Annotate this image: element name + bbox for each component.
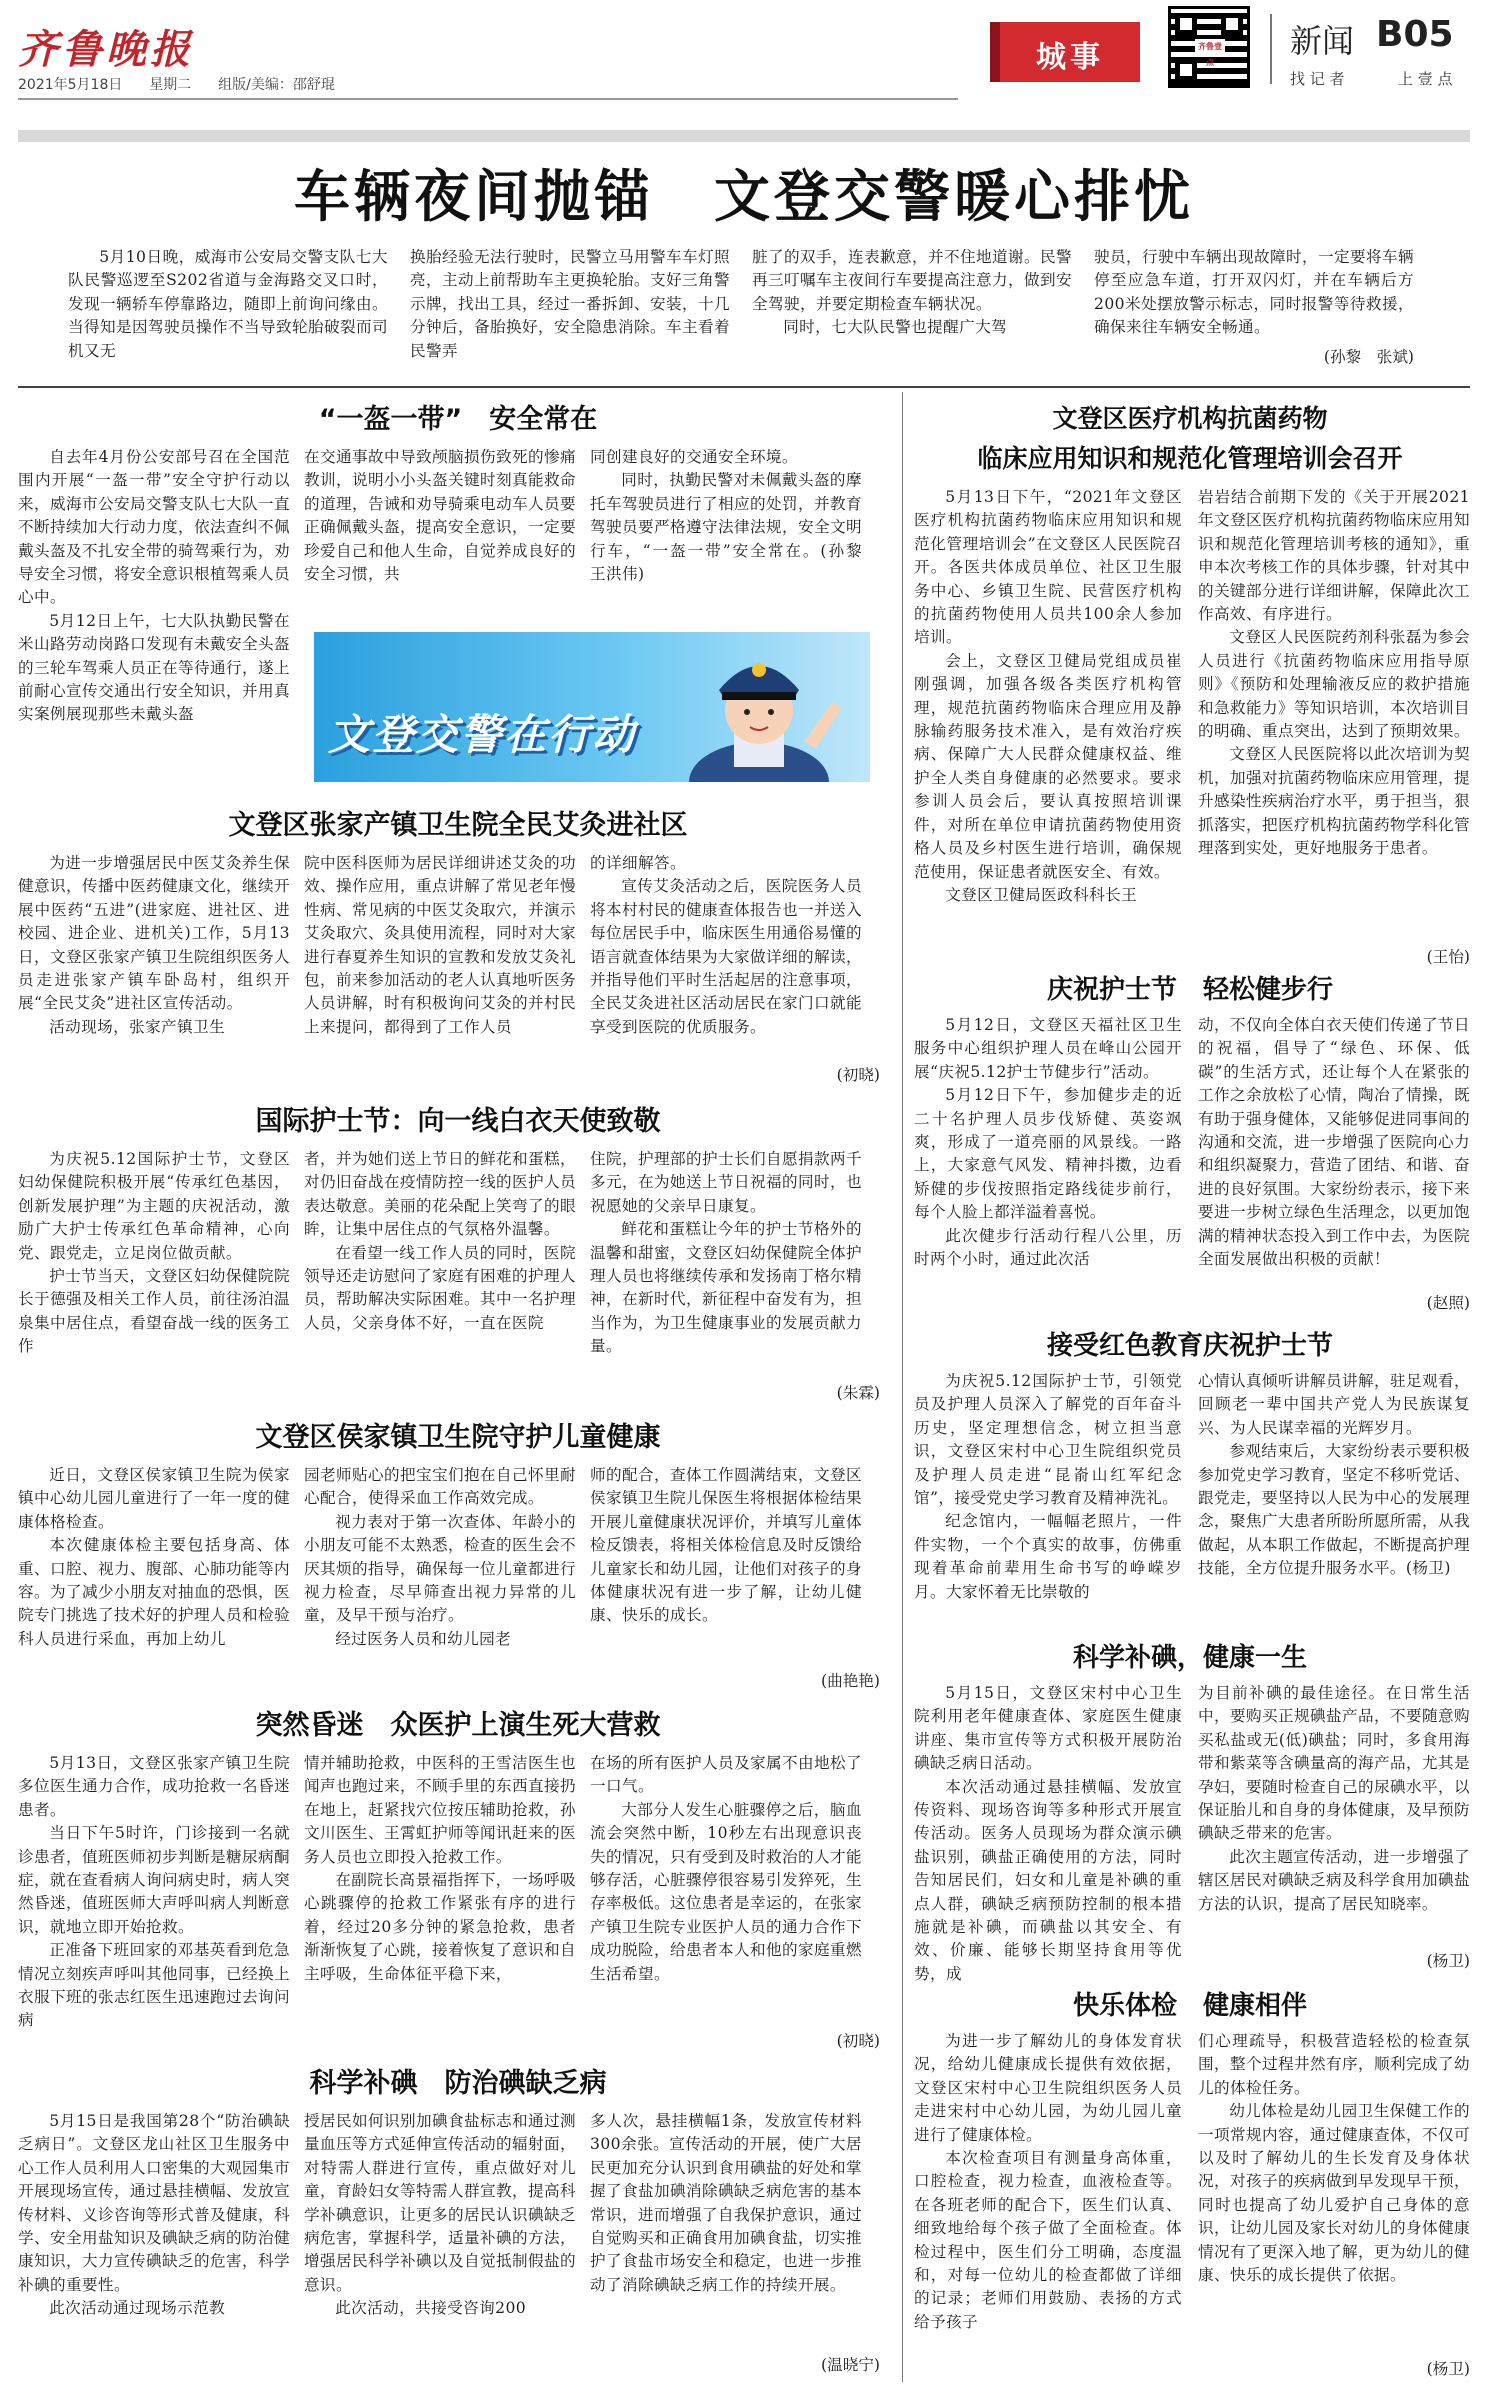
paragraph: 者，并为她们送上节日的鲜花和蛋糕，对仍旧奋战在疫情防控一线的医护人员表达敬意。美丽的花朵配上笑弯了的眼眸，让集中居住点的气氛格外温馨。 — [304, 1150, 576, 1239]
paragraph: 视力表对于第一次查体、年龄小的小朋友可能不太熟悉，检查的医生会不厌其烦的指导，确保每一位儿童都进行视力检查，尽早筛查出视力异常的儿童，及早干预与治疗。 — [304, 1512, 576, 1625]
section-tab — [990, 22, 1140, 82]
paragraph: 此次健步行活动行程八公里，历时两个小时，通过此次活 — [914, 1226, 1182, 1269]
paragraph: 为庆祝5.12国际护士节，文登区妇幼保健院积极开展“传承红色基因，创新发展护理”为主题的庆祝活动，激励广大护士传承红色革命精神，心向党、跟党走，立足岗位做贡献。 — [18, 1150, 290, 1262]
article-nurse-col3 — [590, 1148, 862, 1359]
article-training-col1 — [914, 486, 1182, 907]
page-number: B05 — [1376, 14, 1454, 55]
article-helmet-col1 — [18, 446, 290, 727]
article-training-byline: (王怡) — [1426, 948, 1470, 966]
paragraph: 文登区人民医院药剂科张磊为参会人员进行《抗菌药物临床应用指导原则》《预防和处理输液反应的救护措施和急救能力》等知识培训，本次培训目的明确、重点突出，达到了预期效果。 — [1198, 628, 1470, 741]
paragraph: 为庆祝5.12国际护士节，引领党员及护理人员深入了解党的百年奋斗历史，坚定理想信念，树立担当意识，文登区宋村中心卫生院组织党员及护理人员走进“昆嵛山红军纪念馆”，接受党史学习教育及精神洗礼。 — [914, 1372, 1182, 1508]
paragraph: 为进一步增强居民中医艾灸养生保健意识，传播中医药健康文化，继续开展中医药“五进”(进家庭、进社区、进校园、进企业、进机关)工作，5月13日，文登区张家产镇卫生院组织医务人员走进张家产镇车卧岛村，组织开展“全民艾灸”进社区宣传活动。 — [18, 854, 290, 1013]
article-iodine-left-title: 科学补碘 防治碘缺乏病 — [309, 2068, 607, 2099]
police-cartoon-icon — [664, 632, 854, 782]
paragraph: 活动现场，张家产镇卫生 — [49, 1017, 226, 1036]
paragraph: 近日，文登区侯家镇卫生院为侯家镇中心幼儿园儿童进行了一年一度的健康体格检查。 — [18, 1466, 290, 1531]
paragraph: 园老师贴心的把宝宝们抱在自己怀里耐心配合，使得采血工作高效完成。 — [304, 1466, 576, 1508]
article-child-title: 文登区侯家镇卫生院守护儿童健康 — [255, 1422, 661, 1453]
paragraph: 宣传艾灸活动之后，医院医务人员将本村村民的健康查体报告也一并送入每位居民手中，临床医生用通俗易懂的语言就查体结果为大家做详细的解读，并指导他们平时生活起居的注意事项，全民艾灸进社区活动居民在家门口就能享受到医院的优质服务。 — [590, 877, 862, 1036]
paragraph: 5月12日上午，七大队执勤民警在米山路劳动岗路口发现有未戴安全头盔的三轮车驾乘人员正在等待通行，遂上前耐心宣传交通出行安全知识，并用真实案例展现那些未戴头盔 — [18, 611, 290, 724]
paragraph: 正准备下班回家的邓基英看到危急情况立刻疾声呼叫其他同事，已经换上衣服下班的张志红医生迅速跑过去询问病 — [18, 1941, 290, 2030]
header-divider — [1270, 14, 1272, 84]
paragraph: 本次活动通过悬挂横幅、发放宣传资料、现场咨询等多种形式开展宣传活动。医务人员现场为群众演示碘盐识别，碘盐正确使用的方法，同时告知居民们，妇女和儿童是补碘的重点人群，碘缺乏病预防控制的根本措施就是补碘，而碘盐以其安全、有效、价廉、能够长期坚持食用等优势，成 — [914, 1777, 1182, 1983]
article-rescue-col1 — [18, 1752, 290, 2033]
paragraph: 授居民如何识别加碘食盐标志和通过测量血压等方式延伸宣传活动的辐射面，对特需人群进行宣传，重点做好对儿童，育龄妇女等特需人群宣教，提高科学补碘意识，让更多的居民认识碘缺乏病危害，掌握科学，适量补碘的方法，增强居民科学补碘以及自觉抵制假盐的意识。 — [304, 2112, 576, 2294]
article-walk-col1 — [914, 1014, 1182, 1271]
article-child-byline: (曲艳艳) — [821, 1672, 880, 1690]
paragraph: 岩岩结合前期下发的《关于开展2021年文登区医疗机构抗菌药物临床应用知识和规范化管理培训考核的通知》，重申本次考核工作的具体步骤，针对其中的关键部分进行详细讲解，保障此次工作高效、有序进行。 — [1198, 488, 1470, 624]
paragraph: 同创建良好的交通安全环境。 — [590, 448, 798, 466]
paragraph: 5月15日，文登区宋村中心卫生院利用老年健康查体、家庭医生健康讲座、集市宣传等方式积极开展防治碘缺乏病日活动。 — [914, 1684, 1182, 1773]
article-iodine-left-col3 — [590, 2110, 862, 2297]
paragraph: 鲜花和蛋糕让今年的护士节格外的温馨和甜蜜，文登区妇幼保健院全体护理人员也将继续传承和发扬南丁格尔精神，在新时代，新征程中奋发有为，担当作为，为卫生健康事业的发展贡献力量。 — [590, 1220, 862, 1356]
paragraph: 大部分人发生心脏骤停之后，脑血流会突然中断，10秒左右出现意识丧失的情况，只有受到及时救治的人才能够存活，心脏骤停很容易引发猝死，生存率极低。这位患者是幸运的，在张家产镇卫生院专业医护人员的通力合作下成功脱险，给患者本人和他的家庭重燃生活希望。 — [590, 1800, 862, 1983]
paragraph: 情并辅助抢救，中医科的王雪洁医生也闻声也跑过来，不顾手里的东西直接扔在地上，赶紧找穴位按压辅助抢救，孙文川医生、王霄虹护师等闻讯赶来的医务人员也立即投入抢救工作。 — [304, 1754, 576, 1866]
article-nurse-col2 — [304, 1148, 576, 1335]
article-main-title: 车辆夜间抛锚 文登交警暖心排忧 — [294, 165, 1194, 230]
article-checkup-col1 — [914, 2030, 1182, 2334]
article-walk-col2 — [1198, 1014, 1470, 1271]
paragraph: 换胎经验无法行驶时，民警立马用警车车灯照亮，主动上前帮助车主更换轮胎。支好三角警示牌，找出工具，经过一番拆卸、安装，十几分钟后，备胎换好，安全隐患消除。车主看着民警弄 — [410, 248, 730, 360]
article-iodine-left-byline: (温晓宁) — [821, 2356, 880, 2374]
paragraph: 师的配合，查体工作圆满结束，文登区侯家镇卫生院儿保医生将根据体检结果开展儿童健康状况评价，并填写儿童体检反馈表，将相关体检信息及时反馈给儿童家长和幼儿园，让他们对孩子的身体健康状况有进一步了解，让幼儿健康、快乐的成长。 — [590, 1466, 862, 1625]
paragraph: 的详细解答。 — [590, 854, 686, 872]
paragraph: 经过医务人员和幼儿园老 — [335, 1629, 512, 1648]
article-iodine-right-byline: (杨卫) — [1426, 1952, 1470, 1970]
paragraph: 住院，护理部的护士长们自愿捐款两千多元，在为她送上节日祝福的同时，也祝愿她的父亲早日康复。 — [590, 1150, 862, 1215]
paragraph: 5月13日，文登区张家产镇卫生院多位医生通力合作，成功抢救一名昏迷患者。 — [18, 1754, 290, 1819]
paragraph: 5月10日晚，威海市公安局交警支队七大队民警巡逻至S202省道与金海路交叉口时，发现一辆轿车停靠路边，随即上前询问缘由。当得知是因驾驶员操作不当导致轮胎破裂而司机又无 — [68, 248, 388, 360]
article-rescue-byline: (初晓) — [836, 2032, 880, 2050]
paragraph: 护士节当天，文登区妇幼保健院院长于德强及相关工作人员，前往汤泊温泉集中居住点，看望奋战一线的医务工作 — [18, 1267, 290, 1356]
article-iodine-right-col2 — [1198, 1682, 1470, 1916]
paragraph: 在副院长高景福指挥下，一场呼吸心跳骤停的抢救工作紧张有序的进行着，经过20多分钟的紧急抢救，患者渐渐恢复了心跳，接着恢复了意识和自主呼吸，生命体征平稳下来， — [304, 1871, 576, 1983]
article-red-col1 — [914, 1370, 1182, 1604]
article-helmet-col2 — [304, 446, 576, 586]
article-training-title-line2: 临床应用知识和规范化管理培训会召开 — [977, 444, 1403, 473]
dateline-rule — [18, 98, 958, 100]
newspaper-logo: 齐鲁晚报 — [18, 26, 194, 73]
editor-credit: 组版/美编：邵舒琨 — [218, 77, 335, 93]
paragraph: 动，不仅向全体白衣天使们传递了节日的祝福，倡导了“绿色、环保、低碳”的生活方式，还让每个人在紧张的工作之余放松了心情，陶冶了情操，既有助于强身健体，又能够促进同事间的沟通和交流，进一步增强了医院向心力和组织凝聚力，营造了团结、和谐、奋进的良好氛围。大家纷纷表示，接下来要进一步树立绿色生活理念，以更加饱满的精神状态投入到工作中去，为医院全面发展做出积极的贡献！ — [1198, 1016, 1470, 1269]
article-moxa-col3 — [590, 852, 862, 1039]
article-checkup-col2 — [1198, 2030, 1470, 2287]
paragraph: 5月12日，文登区天福社区卫生服务中心组织护理人员在峰山公园开展“庆祝5.12护士节健步行”活动。 — [914, 1016, 1182, 1081]
paragraph: 为进一步了解幼儿的身体发育状况，给幼儿健康成长提供有效依据，文登区宋村中心卫生院组织医务人员走进宋村中心幼儿园，为幼儿园儿童进行了健康体检。 — [914, 2032, 1182, 2144]
header-dateline — [18, 74, 335, 94]
paragraph: 同时，执勤民警对未佩戴头盔的摩托车驾驶员进行了相应的处罚，并教育驾驶员要严格遵守法律法规，安全文明行车，“一盔一带”安全常在。(孙黎 王洪伟) — [590, 471, 878, 584]
article-training-col2 — [1198, 486, 1470, 861]
article-helmet-col3 — [590, 446, 878, 586]
article-checkup-title: 快乐体检 健康相伴 — [1072, 1991, 1307, 2021]
paragraph: 在看望一线工作人员的同时，医院领导还走访慰问了家庭有困难的护理人员，帮助解决实际困难。其中一名护理人员，父亲身体不好，一直在医院 — [304, 1243, 576, 1332]
paragraph: 文登区人民医院将以此次培训为契机，加强对抗菌药物临床应用管理，提升感染性疾病治疗水平，勇于担当，狠抓落实，把医疗机构抗菌药物学科化管理落到实处，更好地服务于患者。 — [1198, 745, 1470, 858]
article-main-col1 — [68, 246, 388, 363]
paragraph: 5月15日是我国第28个“防治碘缺乏病日”。文登区龙山社区卫生服务中心工作人员利用人口密集的大观园集市开展现场宣传，通过悬挂横幅、发放宣传材料、义诊咨询等形式普及健康，科学、安全用盐知识及碘缺乏病的防治健康知识，大力宣传碘缺乏的危害，科学补碘的重要性。 — [18, 2112, 290, 2294]
issue-weekday: 星期二 — [149, 77, 192, 93]
section-label: 城事 — [1036, 40, 1104, 75]
article-red-title: 接受红色教育庆祝护士节 — [1046, 1331, 1333, 1361]
paragraph: 本次健康体检主要包括身高、体重、口腔、视力、腹部、心肺功能等内容。为了减少小朋友对抽血的恐惧，医院专门挑选了技术好的护理人员和检验科人员进行采血，再加上幼儿 — [18, 1536, 290, 1648]
paragraph: 们心理疏导，积极营造轻松的检查氛围，整个过程井然有序，顺利完成了幼儿的体检任务。 — [1198, 2032, 1470, 2097]
masthead — [0, 0, 1488, 130]
paragraph: 当日下午5时许，门诊接到一名就诊患者，值班医师初步判断是糖尿病酮症，就在查看病人询问病史时，病人突然昏迷，值班医师大声呼叫病人判断意识，就地立即开始抢救。 — [18, 1824, 290, 1936]
article-iodine-left-col1 — [18, 2110, 290, 2321]
paragraph: 院中医科医师为居民详细讲述艾灸的功效、操作应用，重点讲解了常见老年慢性病、常见病的中医艾灸取穴，并演示艾灸取穴、灸具使用流程，同时对大家进行春夏养生知识的宣教和发放艾灸礼包，前来参加活动的老人认真地听医务人员讲解，时有积极询问艾灸的并村民上来提问，都得到了工作人员 — [304, 854, 576, 1036]
article-main-col2 — [410, 246, 730, 363]
article-iodine-right-title: 科学补碘，健康一生 — [1072, 1643, 1307, 1673]
article-moxa-byline: (初晓) — [836, 1066, 880, 1084]
paragraph: 5月12日下午，参加健步走的近二十名护理人员步伐矫健、英姿飒爽，形成了一道亮丽的风景线。一路上，大家意气风发、精神抖擞，边看矫健的步伐按照指定路线徒步前行，每个人脸上都洋溢着喜悦。 — [914, 1086, 1182, 1222]
paragraph: 纪念馆内，一幅幅老照片，一件件实物，一个个真实的故事，仿佛重现着革命前辈用生命书写的峥嵘岁月。大家怀着无比崇敬的 — [914, 1512, 1182, 1601]
paragraph: 幼儿体检是幼儿园卫生保健工作的一项常规内容，通过健康查体，不仅可以及时了解幼儿的生长发育及身体状况，对孩子的疾病做到早发现早干预，同时也提高了幼儿爱护自己身体的意识，让幼儿园及家长对幼儿的身体健康情况有了更深入地了解，更为幼儿的健康、快乐的成长提供了依据。 — [1198, 2102, 1470, 2285]
paragraph: 自去年4月份公安部号召在全国范围内开展“一盔一带”安全守护行动以来，威海市公安局交警支队七大队一直不断持续加大行动力度，依法查纠不佩戴头盔及不扎安全带的骑驾乘行为，劝导安全习惯，将安全意识根植驾乘人员心中。 — [18, 448, 290, 607]
article-rescue-title: 突然昏迷 众医护上演生死大营救 — [255, 1710, 661, 1741]
paragraph: 在场的所有医护人员及家属不由地松了一口气。 — [590, 1754, 862, 1796]
qr-code-image — [1168, 6, 1250, 88]
article-rescue-col2 — [304, 1752, 576, 1986]
article-moxa-title: 文登区张家产镇卫生院全民艾灸进社区 — [228, 810, 688, 841]
article-iodine-left-col2 — [304, 2110, 576, 2321]
article-iodine-right-col1 — [914, 1682, 1182, 1986]
paragraph: 多人次，悬挂横幅1条，发放宣传材料300余张。宣传活动的开展，使广大居民更加充分认识到食用碘盐的好处和掌握了食盐加碘消除碘缺乏病危害的基本常识，进而增强了自我保护意识，通过自觉购买和正确食用加碘食盐，切实推护了食盐市场安全和稳定，也进一步推动了消除碘缺乏病工作的持续开展。 — [590, 2112, 862, 2294]
column-divider — [902, 392, 903, 2382]
main-bottom-rule — [18, 386, 1470, 388]
article-walk-title: 庆祝护士节 轻松健步行 — [1046, 975, 1333, 1005]
paragraph: 在交通事故中导致颅脑损伤致死的惨痛教训，说明小小头盔关键时刻真能救命的道理，告诫和劝导骑乘电动车人员要正确佩戴头盔，提高安全意识，一定要珍爱自己和他人生命，自觉养成良好的安全习惯，共 — [304, 448, 576, 584]
paragraph: 参观结束后，大家纷纷表示要积极参加党史学习教育，坚定不移听党话、跟党走，要坚持以人民为中心的发展理念，聚焦广大患者所盼所愿所需，从我做起，从本职工作做起，不断提高护理技能，全方位提升服务水平。(杨卫) — [1198, 1442, 1470, 1578]
paragraph: 脏了的双手，连表歉意，并不住地道谢。民警再三叮嘱车主夜间行车要提高注意力，做到安全驾驶，并要定期检查车辆状况。 — [752, 248, 1072, 313]
qr-caption: 齐鲁壹点 — [1195, 39, 1225, 55]
paragraph: 此次活动通过现场示范教 — [49, 2299, 226, 2318]
article-helmet-title: “一盔一带” 安全常在 — [318, 404, 598, 435]
page-category: 新闻 — [1290, 22, 1355, 60]
paragraph: 同时，七大队民警也提醒广大驾 — [783, 318, 1008, 337]
article-walk-byline: (赵照) — [1426, 1294, 1470, 1312]
paragraph: 为目前补碘的最佳途径。在日常生活中，要购买正规碘盐产品，不要随意购买私盐或无(低)碘盐；同时，多食用海带和紫菜等含碘量高的海产品，尤其是孕妇，要随时检查自己的尿碘水平，以保证胎儿和自身的身体健康，及早预防碘缺乏带来的危害。 — [1198, 1684, 1470, 1843]
paragraph: 驶员，行驶中车辆出现故障时，一定要将车辆停至应急车道，打开双闪灯，并在车辆后方200米处摆放警示标志，同时报警等待救援，确保来往车辆安全畅通。 — [1094, 248, 1414, 337]
article-checkup-byline: (杨卫) — [1426, 2360, 1470, 2378]
article-training-title-line1: 文登区医疗机构抗菌药物 — [1052, 404, 1328, 433]
paragraph: 文登区卫健局医政科科长王 — [945, 885, 1138, 904]
reporter-label: 找 记 者 — [1290, 70, 1345, 88]
article-nurse-col1 — [18, 1148, 290, 1359]
article-nurse-title: 国际护士节：向一线白衣天使致敬 — [255, 1106, 661, 1137]
article-main-col3 — [752, 246, 1072, 340]
article-rescue-col3 — [590, 1752, 862, 1986]
article-nurse-byline: (朱霖) — [836, 1384, 880, 1402]
article-main-col4 — [1094, 246, 1414, 340]
top-thick-rule — [18, 130, 1470, 142]
article-child-col2 — [304, 1464, 576, 1651]
paragraph: 本次检查项目有测量身高体重，口腔检查，视力检查，血液检查等。在各班老师的配合下，医生们认真、细致地给每个孩子做了全面检查。体检过程中，医生们分工明确，态度温和，对每一位幼儿的检查都做了详细的记录；老师们用鼓励、表扬的方式给予孩子 — [914, 2149, 1182, 2331]
article-red-col2 — [1198, 1370, 1470, 1581]
reporter-value: 上 壹 点 — [1398, 70, 1453, 88]
paragraph: 会上，文登区卫健局党组成员崔刚强调，加强各级各类医疗机构管理，规范抗菌药物临床合理应用及静脉输药服务技术准入，是有效治疗疾病、保障广大人民群众健康权益、维护全人类自身健康的必然要求。要求参训人员会后，要认真按照培训课件，对所在单位申请抗菌药物使用资格人员及乡村医生进行培训，确保规范使用，保证患者就医安全、有效。 — [914, 651, 1182, 881]
paragraph: 此次主题宣传活动，进一步增强了辖区居民对碘缺乏病及科学食用加碘盐方法的认识，提高了居民知晓率。 — [1198, 1847, 1470, 1913]
paragraph: 5月13日下午，“2021年文登区医疗机构抗菌药物临床应用知识和规范化管理培训会”在文登区人民医院召开。各医共体成员单位、社区卫生服务中心、乡镇卫生院、民营医疗机构的抗菌药物使用人员共100余人参加培训。 — [914, 488, 1182, 647]
article-child-col3 — [590, 1464, 862, 1628]
article-moxa-col1 — [18, 852, 290, 1039]
paragraph: 心情认真倾听讲解员讲解，驻足观看，回顾老一辈中国共产党人为民族谋复兴、为人民谋幸福的光辉岁月。 — [1198, 1372, 1470, 1437]
article-main-byline: (孙黎 张斌) — [1323, 348, 1414, 366]
article-child-col1 — [18, 1464, 290, 1651]
article-moxa-col2 — [304, 852, 576, 1039]
issue-date: 2021年5月18日 — [18, 77, 123, 93]
paragraph: 此次活动，共接受咨询200 — [335, 2299, 527, 2318]
banner-text: 文登交警在行动 — [328, 710, 637, 759]
traffic-police-banner — [314, 632, 870, 782]
